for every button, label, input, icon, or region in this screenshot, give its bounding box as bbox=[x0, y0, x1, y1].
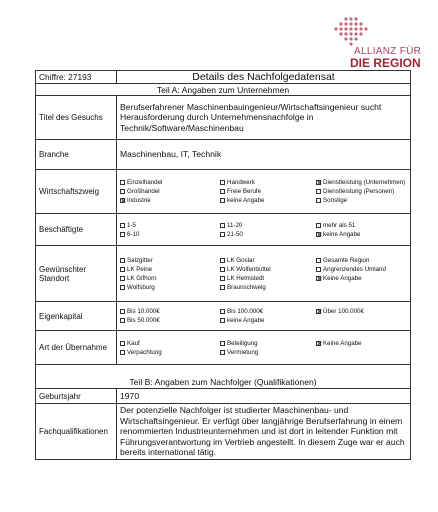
checked-box-icon bbox=[316, 276, 321, 281]
option-label: Bis 50.000€ bbox=[127, 317, 160, 324]
section-a-heading: Teil A: Angaben zum Unternehmen bbox=[36, 84, 411, 96]
checkbox-icon bbox=[120, 180, 125, 185]
option-item bbox=[120, 349, 220, 356]
option-label: Angrenzendes Umland bbox=[323, 265, 386, 273]
option-label: Keine Angabe bbox=[323, 274, 362, 282]
fachqualifikationen-label: Fachqualifikationen bbox=[36, 404, 117, 460]
option-item bbox=[316, 340, 407, 347]
option-label: Wolfsburg bbox=[127, 283, 155, 291]
option-item bbox=[120, 340, 220, 347]
option-item bbox=[316, 197, 407, 204]
option-label: LK Peine bbox=[127, 265, 153, 273]
checkbox-icon bbox=[316, 223, 321, 228]
option-item bbox=[120, 188, 220, 195]
option-label: Einzelhandel bbox=[127, 179, 163, 186]
option-item bbox=[316, 179, 407, 186]
geburtsjahr-value: 1970 bbox=[117, 389, 411, 404]
option-label: Großhandel bbox=[127, 188, 160, 195]
branche-label: Branche bbox=[36, 140, 117, 170]
option-item bbox=[220, 197, 316, 204]
option-label: Bis 100.000€ bbox=[227, 308, 264, 315]
checkbox-icon bbox=[220, 189, 225, 194]
fachqualifikationen-value: Der potenzielle Nachfolger ist studierter Maschinenbau- und Wirtschaftsingenieur. Er verfügt über langjährige Berufserfahrung in einem renommierten Industrieunternehmen und ist dort in leitender Funktion mit Führungsverantwortung im Vertrieb angestellt. In diesem Zuge war er auch bereits international tätig. bbox=[117, 404, 411, 460]
option-label: LK Gifhorn bbox=[127, 274, 157, 282]
checkbox-icon bbox=[316, 258, 321, 263]
wirtschaftszweig-options bbox=[120, 179, 407, 204]
checkbox-icon bbox=[220, 350, 225, 355]
uebernahme-row bbox=[36, 331, 411, 365]
eigenkapital-row bbox=[36, 302, 411, 331]
option-label: Gesamte Region bbox=[323, 256, 370, 264]
eigenkapital-options bbox=[120, 308, 407, 324]
option-item bbox=[120, 222, 220, 229]
option-label: Bis 10.000€ bbox=[127, 308, 160, 315]
titel-value: Berufserfahrener Maschinenbauingenieur/Wirtschaftsingenieur sucht Herausforderung durch Unternehmensnachfolge in Technik/Software/Maschinenbau bbox=[117, 96, 411, 140]
checkbox-icon bbox=[120, 223, 125, 228]
option-label: Kauf bbox=[127, 339, 140, 347]
fachqualifikationen-row bbox=[36, 404, 411, 460]
uebernahme-label: Art der Übernahme bbox=[36, 331, 117, 365]
wirtschaftszweig-row bbox=[36, 170, 411, 214]
option-item bbox=[220, 284, 316, 291]
option-item bbox=[316, 231, 407, 238]
checkbox-icon bbox=[120, 285, 125, 290]
option-item bbox=[220, 257, 316, 264]
checkbox-icon bbox=[220, 309, 225, 314]
beschaeftigte-options bbox=[120, 222, 407, 238]
option-label: Industrie bbox=[127, 197, 151, 204]
option-label: LK Wolfenbüttel bbox=[227, 265, 271, 273]
option-label: keine Angabe bbox=[227, 317, 265, 324]
checked-box-icon bbox=[316, 309, 321, 314]
checkbox-icon bbox=[316, 198, 321, 203]
option-label: 21-50 bbox=[227, 230, 243, 238]
uebernahme-options bbox=[120, 340, 407, 356]
option-item bbox=[120, 179, 220, 186]
titel-row bbox=[36, 96, 411, 140]
checkbox-icon bbox=[220, 198, 225, 203]
option-item bbox=[220, 308, 316, 315]
option-label: Sonstige bbox=[323, 197, 348, 204]
checkbox-icon bbox=[120, 276, 125, 281]
wirtschaftszweig-label: Wirtschaftszweig bbox=[36, 170, 117, 214]
checkbox-icon bbox=[316, 267, 321, 272]
option-item bbox=[220, 188, 316, 195]
logo-dots-icon bbox=[332, 16, 372, 50]
option-item bbox=[316, 275, 407, 282]
option-item bbox=[220, 317, 316, 324]
checkbox-icon bbox=[220, 276, 225, 281]
option-item bbox=[120, 266, 220, 273]
checkbox-icon bbox=[220, 285, 225, 290]
titel-label: Titel des Gesuchs bbox=[36, 96, 117, 140]
logo-text-line1: ALLIANZ FÜR bbox=[354, 46, 422, 57]
checked-box-icon bbox=[316, 232, 321, 237]
geburtsjahr-label: Geburtsjahr bbox=[36, 389, 117, 404]
option-item bbox=[220, 349, 316, 356]
checkbox-icon bbox=[220, 267, 225, 272]
header-row bbox=[36, 71, 411, 84]
option-label: 11-20 bbox=[227, 221, 243, 229]
beschaeftigte-label: Beschäftigte bbox=[36, 214, 117, 246]
option-item bbox=[220, 231, 316, 238]
checkbox-icon bbox=[220, 180, 225, 185]
option-item bbox=[220, 222, 316, 229]
option-label: Über 100.000€ bbox=[323, 308, 364, 315]
checkbox-icon bbox=[220, 318, 225, 323]
checked-box-icon bbox=[120, 198, 125, 203]
option-item bbox=[220, 340, 316, 347]
checkbox-icon bbox=[120, 232, 125, 237]
option-label: keine Angabe bbox=[227, 197, 265, 204]
option-label: Vermietung bbox=[227, 348, 259, 356]
checkbox-icon bbox=[316, 189, 321, 194]
checkbox-icon bbox=[120, 350, 125, 355]
option-label: Salzgitter bbox=[127, 256, 153, 264]
section-b-heading: Teil B: Angaben zum Nachfolger (Qualifikationen) bbox=[36, 365, 411, 389]
option-item bbox=[316, 222, 407, 229]
option-item bbox=[120, 284, 220, 291]
option-label: Beteiligung bbox=[227, 339, 258, 347]
option-label: LK Goslar bbox=[227, 256, 255, 264]
standort-options bbox=[120, 257, 407, 291]
option-item bbox=[120, 317, 220, 324]
option-item bbox=[316, 188, 407, 195]
option-item bbox=[120, 308, 220, 315]
option-label: Dienstleistung (Unternehmen) bbox=[323, 179, 406, 186]
section-b-row bbox=[36, 365, 411, 389]
checkbox-icon bbox=[120, 267, 125, 272]
checkbox-icon bbox=[120, 318, 125, 323]
option-item bbox=[220, 275, 316, 282]
option-item bbox=[120, 275, 220, 282]
checkbox-icon bbox=[220, 232, 225, 237]
option-item bbox=[120, 197, 220, 204]
checkbox-icon bbox=[120, 258, 125, 263]
standort-row bbox=[36, 246, 411, 302]
option-item bbox=[220, 179, 316, 186]
allianz-logo bbox=[328, 16, 428, 70]
checkbox-icon bbox=[220, 341, 225, 346]
option-item bbox=[316, 257, 407, 264]
branche-value: Maschinenbau, IT, Technik bbox=[117, 140, 411, 170]
eigenkapital-label: Eigenkapital bbox=[36, 302, 117, 331]
beschaeftigte-row bbox=[36, 214, 411, 246]
option-label: keine Angabe bbox=[323, 230, 361, 238]
checkbox-icon bbox=[120, 189, 125, 194]
checked-box-icon bbox=[316, 180, 321, 185]
standort-label: Gewünschter Standort bbox=[36, 246, 117, 302]
checked-box-icon bbox=[316, 341, 321, 346]
checkbox-icon bbox=[120, 309, 125, 314]
details-table bbox=[35, 70, 411, 460]
option-label: Handwerk bbox=[227, 179, 255, 186]
option-label: Keine Angabe bbox=[323, 339, 362, 347]
option-item bbox=[120, 257, 220, 264]
option-item bbox=[316, 308, 407, 315]
logo-text-line2: DIE REGION bbox=[350, 56, 421, 70]
option-label: mehr als 51 bbox=[323, 221, 356, 229]
checkbox-icon bbox=[120, 341, 125, 346]
section-a-row bbox=[36, 84, 411, 96]
option-item bbox=[120, 231, 220, 238]
chiffre-cell: Chiffre: 27193 bbox=[36, 71, 117, 84]
branche-row bbox=[36, 140, 411, 170]
option-label: Braunschweig bbox=[227, 283, 266, 291]
option-item bbox=[220, 266, 316, 273]
option-label: Verpachtung bbox=[127, 348, 162, 356]
option-label: LK Helmstedt bbox=[227, 274, 265, 282]
option-label: Dienstleistung (Personen) bbox=[323, 188, 395, 195]
checkbox-icon bbox=[220, 223, 225, 228]
checkbox-icon bbox=[220, 258, 225, 263]
option-label: 6-10 bbox=[127, 230, 140, 238]
geburtsjahr-row bbox=[36, 389, 411, 404]
option-label: 1-5 bbox=[127, 221, 136, 229]
option-item bbox=[316, 266, 407, 273]
page-title: Details des Nachfolgedatensat bbox=[117, 71, 411, 84]
option-label: Freie Berufe bbox=[227, 188, 262, 195]
